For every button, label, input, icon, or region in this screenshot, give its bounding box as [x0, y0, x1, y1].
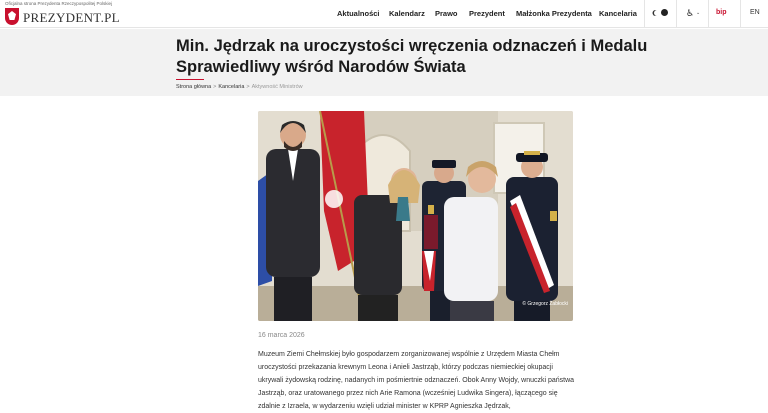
nav-kancelaria[interactable]: Kancelaria [599, 9, 637, 18]
article-body: Muzeum Ziemi Chełmskiej było gospodarzem zorganizowanej wspólnie z Urzędem Miasta Chełm uroczystości przekazania krewnym Leona i Anieli Jastrząb, którzy podczas niemieckiej okupacji ukrywali żydowską rodzinę, nadanych im pośmiertnie odznaczeń. Obok Anny Wojdy, wnuczki państwa Jastrząb, oraz uratowanego przez nich Arie Ramona (wcześniej Ludwika Singera), łączącego się zdalnie z Izraela, w wydarzeniu wzięli udział minister w KPRP Agnieszka Jędrzak, [258, 351, 575, 410]
header-divider [740, 0, 741, 28]
nav-aktualnosci[interactable]: Aktualności [337, 9, 380, 18]
article-title-band [0, 29, 768, 96]
language-switch-en[interactable]: EN [750, 9, 760, 16]
breadcrumb [176, 84, 303, 90]
header-divider [676, 0, 677, 28]
header-divider [708, 0, 709, 28]
site-header [0, 0, 768, 28]
nav-prawo[interactable]: Prawo [435, 9, 458, 18]
breadcrumb-separator: > [246, 84, 250, 90]
accessibility-icon[interactable]: ♿ [686, 8, 695, 18]
breadcrumb-kancelaria[interactable]: Kancelaria [218, 84, 245, 90]
photo-credit: © Grzegorz Żabłocki [522, 301, 568, 307]
nav-malzonka-prezydenta[interactable]: Małżonka Prezydenta [516, 9, 592, 18]
chevron-down-icon[interactable]: ⌄ [696, 10, 701, 16]
page-title: Min. Jędrzak na uroczystości wręczenia odznaczeń i Medalu Sprawiedliwy wśród Narodów Świata [176, 37, 648, 76]
breadcrumb-home[interactable]: Strona główna [176, 84, 212, 90]
contrast-toggle-icon[interactable] [654, 9, 668, 17]
bip-link[interactable]: bip [716, 9, 727, 16]
site-logo[interactable]: PREZYDENT.PL [23, 10, 120, 25]
title-accent-line [176, 79, 204, 80]
header-divider [644, 0, 645, 28]
breadcrumb-separator: > [213, 84, 217, 90]
polish-eagle-emblem-icon[interactable] [5, 8, 19, 25]
official-site-caption: Oficjalna strona Prezydenta Rzeczypospolitej Polskiej [5, 1, 113, 6]
breadcrumb-current: Aktywność Ministrów [251, 84, 303, 90]
article-date: 16 marca 2026 [258, 332, 305, 339]
ceremony-photo-illustration [258, 111, 573, 321]
nav-prezydent[interactable]: Prezydent [469, 9, 505, 18]
article-photo[interactable] [258, 111, 573, 321]
nav-kalendarz[interactable]: Kalendarz [389, 9, 425, 18]
dark-mode-dot-icon [661, 9, 668, 16]
moon-icon [654, 10, 660, 16]
